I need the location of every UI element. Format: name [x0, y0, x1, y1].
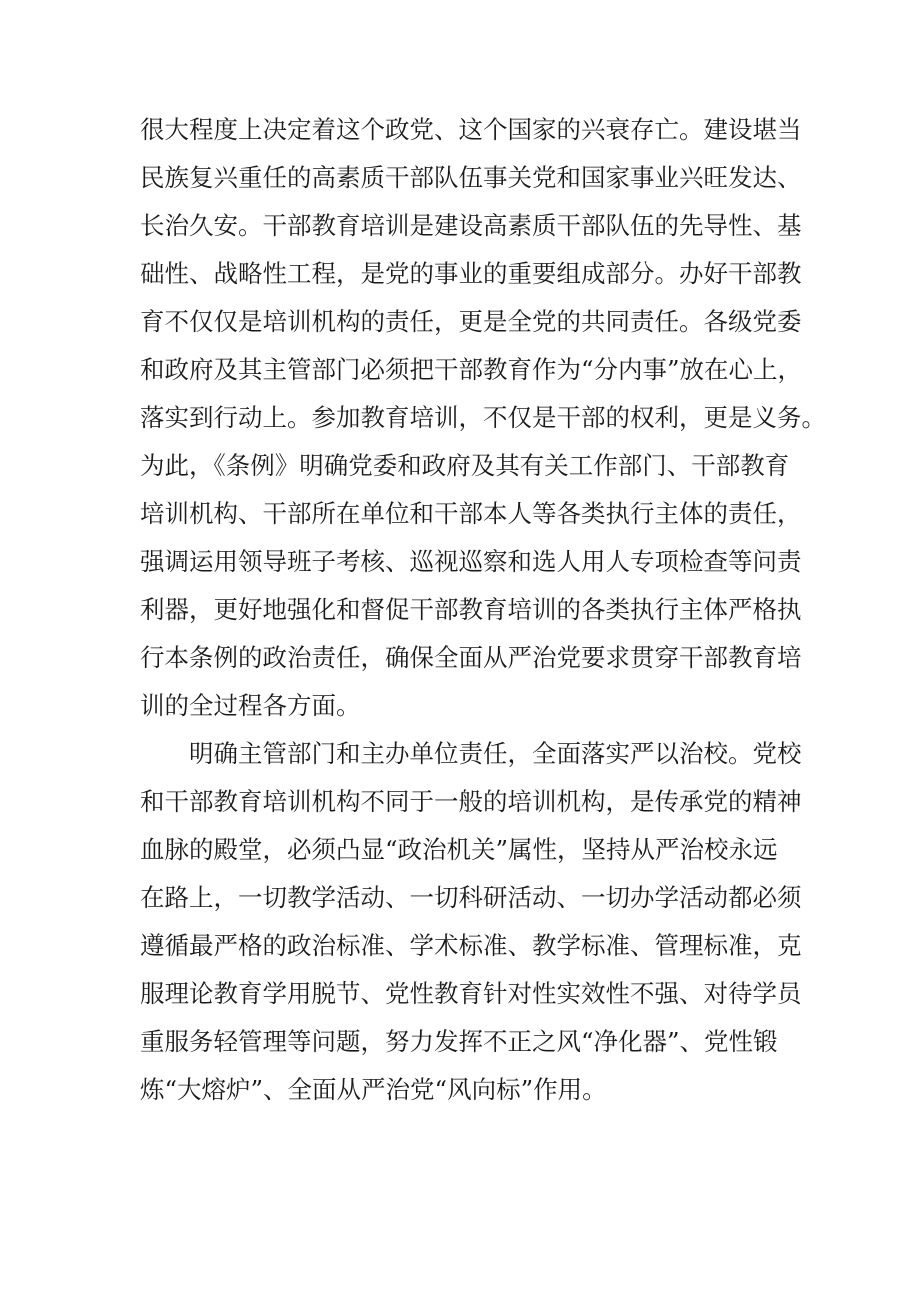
text-line: 利器，更好地强化和督促干部教育培训的各类执行主体严格执	[140, 595, 802, 624]
text-line: 服理论教育学用脱节、党性教育针对性实效性不强、对待学员	[140, 979, 802, 1008]
text-line: 培训机构、干部所在单位和干部本人等各类执行主体的责任，	[140, 499, 802, 528]
text-line: 很大程度上决定着这个政党、这个国家的兴衰存亡。建设堪当	[140, 115, 802, 144]
text-line: 和干部教育培训机构不同于一般的培训机构，是传承党的精神	[140, 787, 802, 816]
text-line: 行本条例的政治责任，确保全面从严治党要求贯穿干部教育培	[140, 643, 802, 672]
text-line: 重服务轻管理等问题，努力发挥不正之风“净化器”、党性锻	[140, 1027, 778, 1056]
text-line: 遵循最严格的政治标准、学术标准、教学标准、管理标准，克	[140, 931, 802, 960]
text-line: 落实到行动上。参加教育培训，不仅是干部的权利，更是义务。	[140, 403, 826, 432]
paragraph-2	[140, 730, 802, 1114]
text-line: 为此，《条例》明确党委和政府及其有关工作部门、干部教育	[140, 451, 790, 480]
text-line: 血脉的殿堂，必须凸显“政治机关”属性，坚持从严治校永远	[140, 835, 778, 864]
text-line: 长治久安。干部教育培训是建设高素质干部队伍的先导性、基	[140, 211, 802, 240]
text-line: 强调运用领导班子考核、巡视巡察和选人用人专项检查等问责	[140, 547, 802, 576]
text-line: 础性、战略性工程，是党的事业的重要组成部分。办好干部教	[140, 259, 802, 288]
text-line: 明确主管部门和主办单位责任，全面落实严以治校。党校	[189, 739, 802, 768]
text-line: 和政府及其主管部门必须把干部教育作为“分内事”放在心上，	[140, 355, 803, 384]
text-line: 炼“大熔炉”、全面从严治党“风向标”作用。	[140, 1075, 607, 1104]
text-line: 育不仅仅是培训机构的责任，更是全党的共同责任。各级党委	[140, 307, 802, 336]
paragraph-1	[140, 106, 826, 730]
document-body	[140, 106, 826, 1114]
text-line: 训的全过程各方面。	[140, 691, 361, 720]
text-line: 在路上，一切教学活动、一切科研活动、一切办学活动都必须	[140, 883, 802, 912]
text-line: 民族复兴重任的高素质干部队伍事关党和国家事业兴旺发达、	[140, 163, 802, 192]
